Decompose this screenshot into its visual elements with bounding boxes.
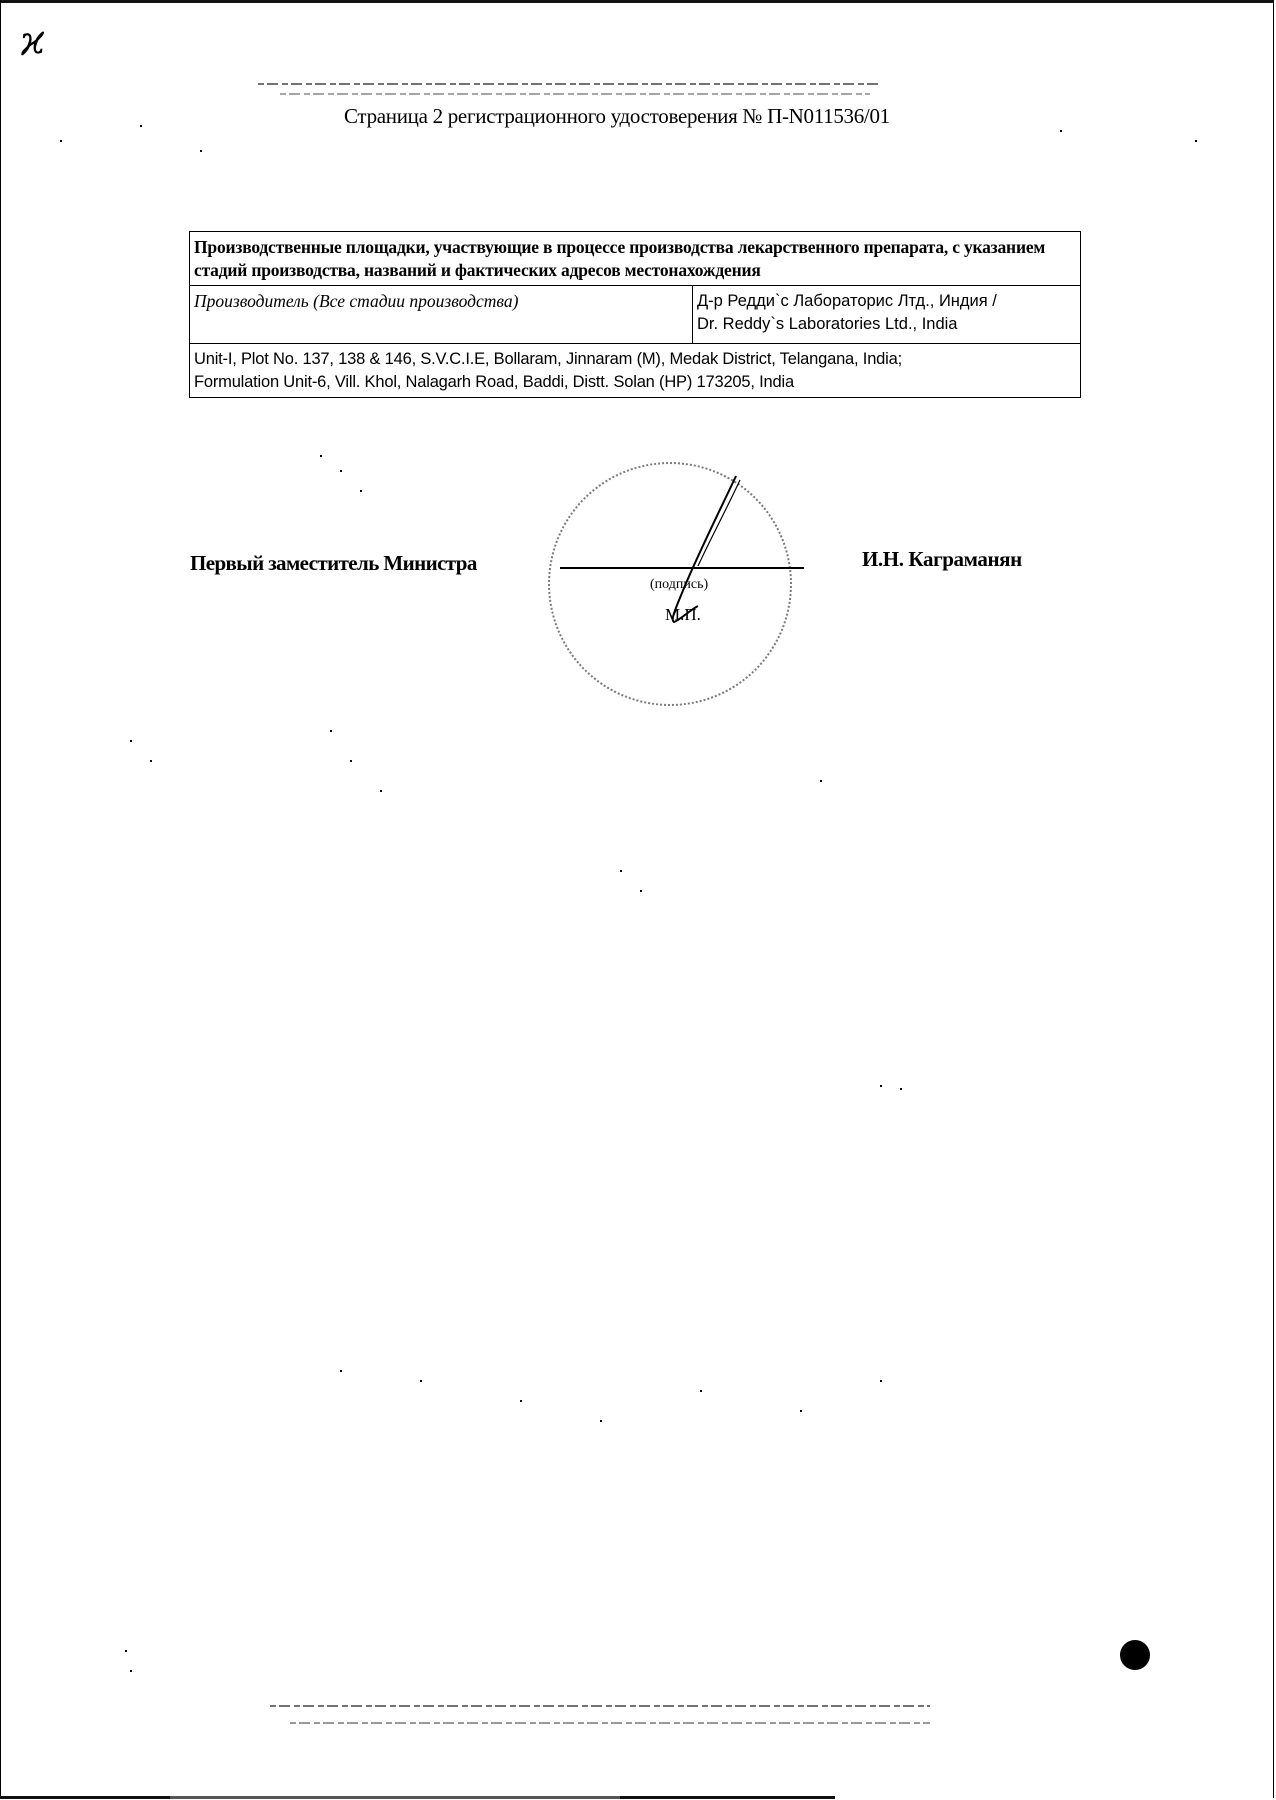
page-header: Страница 2 регистрационного удостоверения № П-N011536/01 <box>344 104 890 128</box>
scan-noise <box>258 83 878 85</box>
page-bottom-edge <box>0 1796 170 1799</box>
address-cell <box>190 344 1081 398</box>
page-bottom-edge <box>620 1796 835 1799</box>
signatory-name: И.Н. Каграманян <box>862 547 1022 571</box>
manufacturer-cell <box>693 286 1081 344</box>
production-sites-table <box>189 231 1081 398</box>
scan-noise <box>270 1705 930 1707</box>
handwritten-mark: ϰ <box>17 16 48 66</box>
manufacturer-name-en: Dr. Reddy`s Laboratories Ltd., India <box>697 315 958 333</box>
stamp-caption: М.П. <box>665 605 701 624</box>
scan-noise <box>290 1722 930 1724</box>
page-bottom-edge <box>170 1796 620 1799</box>
signature-line <box>560 567 804 569</box>
filled-circle-mark <box>1120 1640 1150 1670</box>
signature-caption: (подпись) <box>650 577 709 592</box>
table-header-cell: Производственные площадки, участвующие в процессе производства лекарственного препарата, с указанием стадий производства, названий и фактических адресов местонахождения <box>190 232 1081 286</box>
address-line-1: Unit-I, Plot No. 137, 138 & 146, S.V.C.I.E, Bollaram, Jinnaram (M), Medak District, Telangana, India; <box>194 350 902 368</box>
signatory-position: Первый заместитель Министра <box>190 551 477 575</box>
scan-noise <box>280 93 870 95</box>
address-line-2: Formulation Unit-6, Vill. Khol, Nalagarh Road, Baddi, Distt. Solan (HP) 173205, India <box>194 373 794 391</box>
role-label-cell: Производитель (Все стадии производства) <box>190 286 693 344</box>
manufacturer-name-ru: Д-р Редди`с Лабораторис Лтд., Индия / <box>697 292 997 310</box>
